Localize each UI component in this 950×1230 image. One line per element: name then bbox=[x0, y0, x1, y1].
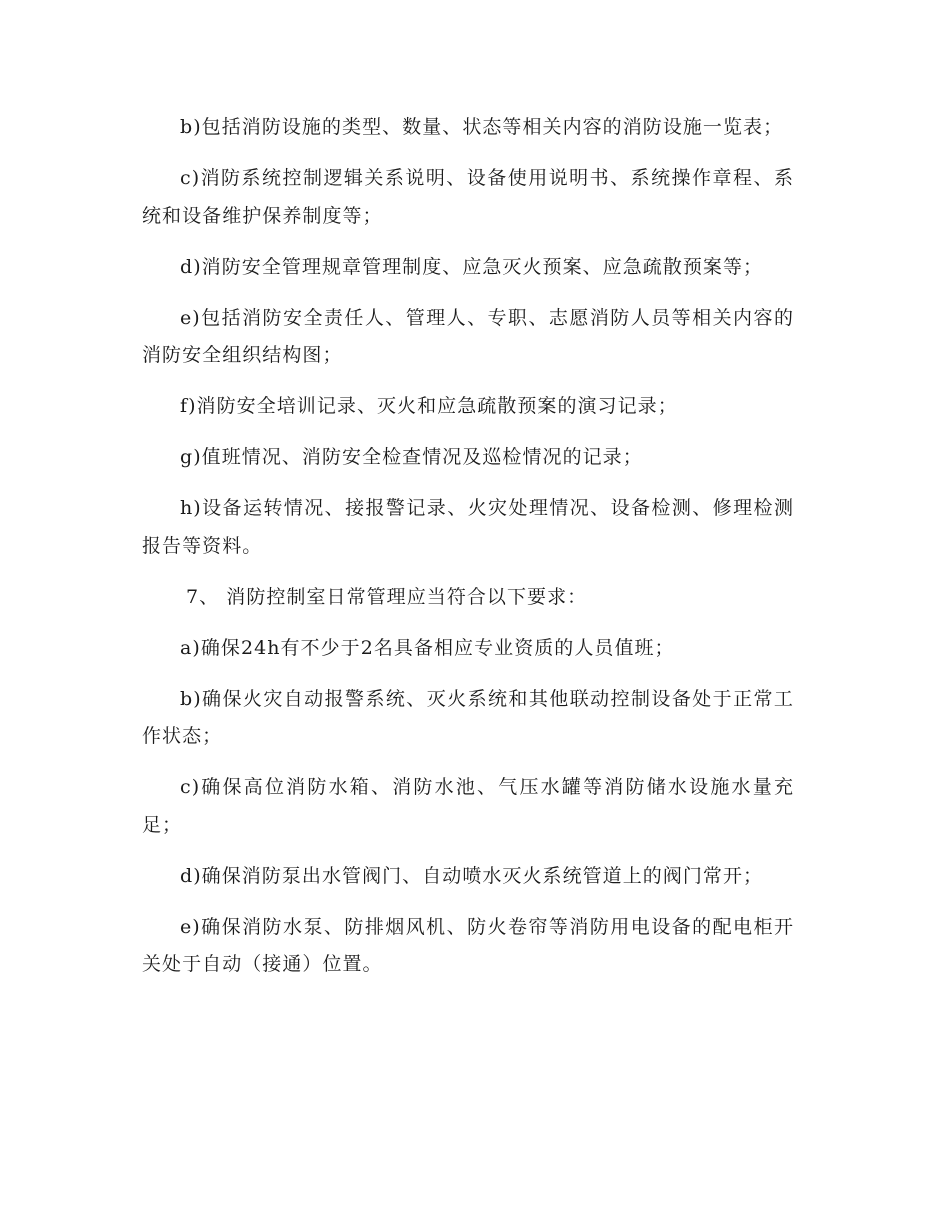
paragraph-e-organization-chart: e)包括消防安全责任人、管理人、专职、志愿消防人员等相关内容的消防安全组织结构图； bbox=[142, 306, 794, 366]
paragraph-c-water-storage: c)确保高位消防水箱、消防水池、气压水罐等消防储水设施水量充足； bbox=[142, 776, 794, 836]
paragraph-d-valves-open: d)确保消防泵出水管阀门、自动喷水灭火系统管道上的阀门常开； bbox=[180, 864, 764, 887]
paragraph-e-power-switches: e)确保消防水泵、防排烟风机、防火卷帘等消防用电设备的配电柜开关处于自动（接通）位置。 bbox=[142, 915, 794, 975]
document-body bbox=[142, 109, 794, 997]
paragraph-h-equipment-records: h)设备运转情况、接报警记录、火灾处理情况、设备检测、修理检测报告等资料。 bbox=[142, 497, 794, 557]
paragraph-c-system-logic: c)消防系统控制逻辑关系说明、设备使用说明书、系统操作章程、系统和设备维护保养制度等； bbox=[142, 167, 794, 227]
paragraph-b-alarm-system: b)确保火灾自动报警系统、灭火系统和其他联动控制设备处于正常工作状态； bbox=[142, 687, 794, 747]
section-heading-7: 7、 消防控制室日常管理应当符合以下要求： bbox=[186, 585, 588, 608]
paragraph-g-duty-records: g)值班情况、消防安全检查情况及巡检情况的记录； bbox=[180, 446, 643, 468]
paragraph-f-training-records: f)消防安全培训记录、灭火和应急疏散预案的演习记录； bbox=[180, 395, 678, 417]
paragraph-b-facility-list: b)包括消防设施的类型、数量、状态等相关内容的消防设施一览表； bbox=[180, 116, 784, 138]
paragraph-a-duty-staff: a)确保24h有不少于2名具备相应专业资质的人员值班； bbox=[180, 636, 675, 659]
paragraph-d-management-rules: d)消防安全管理规章管理制度、应急灭火预案、应急疏散预案等； bbox=[180, 255, 764, 278]
